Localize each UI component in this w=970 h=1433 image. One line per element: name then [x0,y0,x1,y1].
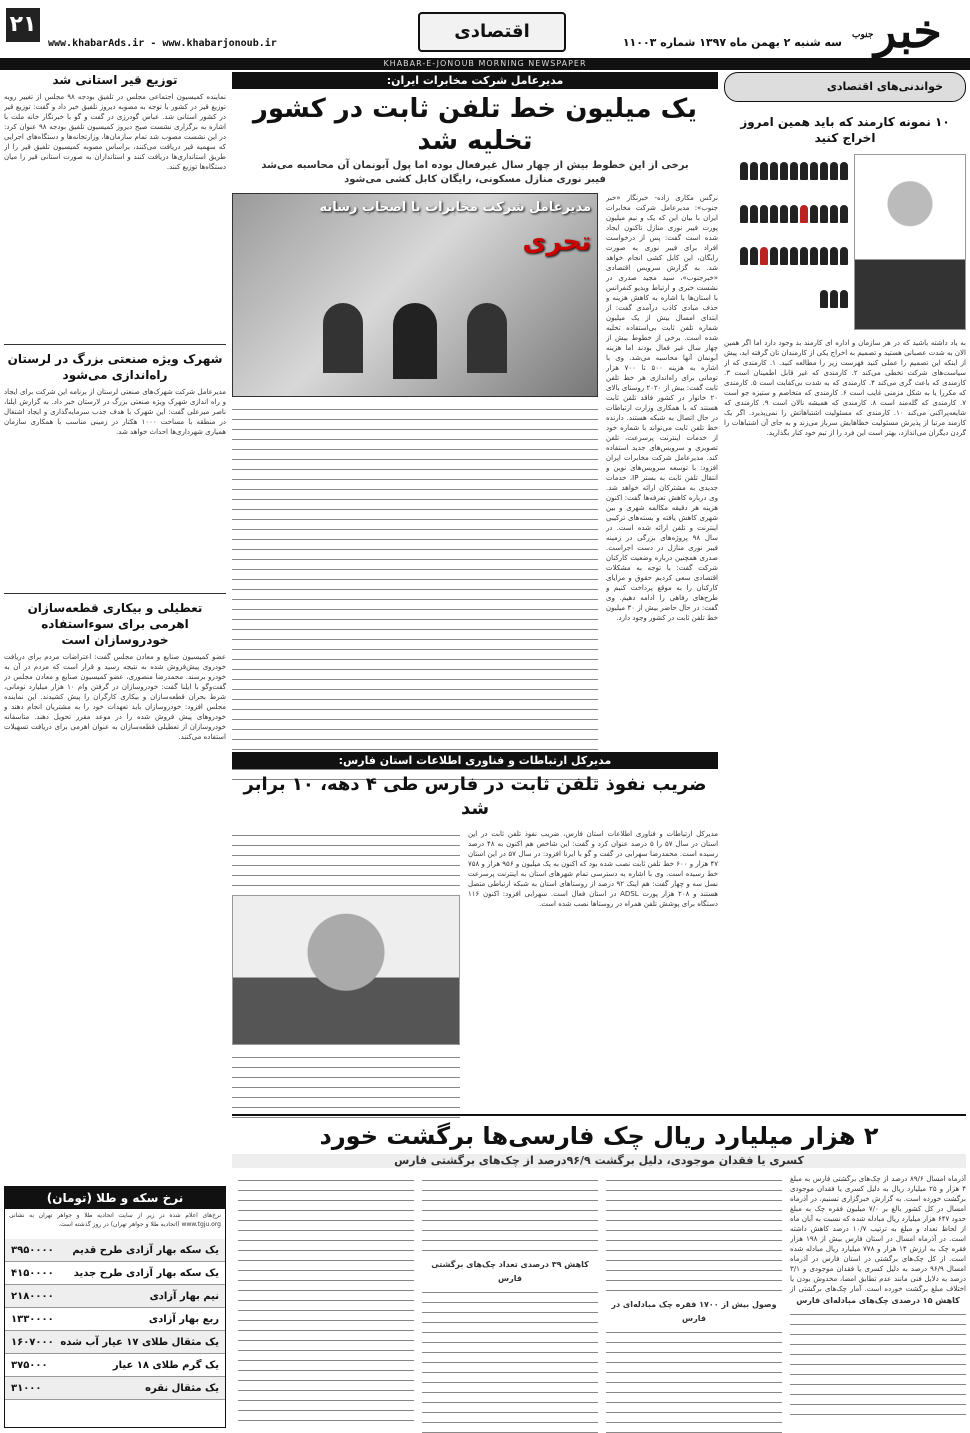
cheque-article [232,1114,966,1428]
cheque-col4 [238,1174,414,1424]
article-title: ۱۰ نمونه کارمند که باید همین امروز اخراج کنید [740,115,950,145]
main-kicker: مدیرعامل شرکت مخابرات ایران: [232,72,718,89]
price-item-name: نیم بهار آزادی [149,1290,219,1302]
person-icon [810,205,818,223]
photo-banner-text: مدیرعامل شرکت مخابرات با اصحاب رسانه [319,200,591,215]
person-icon [790,162,798,180]
divider [4,344,226,351]
article-body-bitumen: نماینده کمیسیون اجتماعی مجلس در تلفیق بودجه ۹۸ مجلس از تغییر رویه توزیع قیر در کشور با توجه به مصوبه دیروز تلفیق خبر داد و گفت: توزیع قیر در کشور استانی شد. عباس گودرزی در گفت و گو با خبرنگار خانه ملت با اشاره به برگزاری نشست صبح دیروز کمیسیون تلفیق بودجه ۹۸ عنوان کرد: در این نشست مصوب شد تمام سازمان‌ها، وزارتخانه‌ها و دستگاه‌های اجرایی که سهمیه قیر دریافت می‌کنند، براساس مصوبه کمیسیون تلفیق قیر را از طریق استانداری‌ها دریافت کنند و استانداران به صورت استانی قیر را میان دستگاه‌ها توزیع کنند. [4,93,226,171]
logo-text: خبر [874,4,942,58]
divider [4,593,226,600]
person-icon [770,162,778,180]
person-icon [760,205,768,223]
person-icon [830,247,838,265]
price-item-name: یک مثقال طلای ۱۷ عیار آب شده [60,1336,219,1348]
cheque-subheadline: کسری یا فقدان موجودی، دلیل برگشت ۹۶/۹درصد از چک‌های برگشتی فارس [232,1154,966,1168]
person-icon [840,247,848,265]
fars-article [232,752,718,1108]
page-number: ۲۱ [6,8,40,42]
cheque-subhead-c: کاهش ۳۹ درصدی تعداد چک‌های برگشتی فارس [431,1260,589,1283]
person-icon [810,247,818,265]
cheque-col2 [606,1174,782,1433]
person-icon [820,247,828,265]
main-center [232,193,598,783]
person-icon [790,205,798,223]
price-item-name: ربع بهار آزادی [148,1313,219,1325]
person-icon-highlight [800,205,808,223]
person-icon [830,205,838,223]
article-body-parts: عضو کمیسیون صنایع و معادن مجلس گفت: اعتراضات مردم برای دریافت خودروی پیش‌فروش شده به نتیجه رسید و قرار است که مردم در آن به خودرو برسند. محمدرضا منصوری، عضو کمیسیون صنایع و معادن مجلس در گفت‌وگو با ایلنا گفت: خودروسازان در گرفتن وام ۱۰ هزار میلیارد تومانی، شرط بحران قطعه‌سازان و بیکاری کارگران را پیش کشیدند. این نماینده مجلس افزود: خودروسازان باید تعهدات خود را به مشتریان انجام دهند و خودروهای پیش فروش شده را در موعد مقرر تحویل دهند. متاسفانه خودروسازان از تعطیلی قطعه‌سازان به عنوان اهرمی برای دریافت تسهیلات استفاده می‌کنند. [4,653,226,741]
person-icon [760,162,768,180]
people-icon-grid [732,154,848,330]
main-body-columns-text [232,403,598,783]
person-icon [740,247,748,265]
cheque-subhead-b: وصول بیش از ۱۷۰۰ فقره چک مبادله‌ای در فارس [611,1300,777,1323]
person-icon [750,247,758,265]
person-icon [740,162,748,180]
person-icon [770,205,778,223]
price-row [5,1285,225,1308]
person-icon [810,162,818,180]
person-icon [840,162,848,180]
person-icon [820,290,828,308]
person-icon [800,162,808,180]
person-icon [780,162,788,180]
article-body-industrial: مدیرعامل شرکت شهرک‌های صنعتی لرستان از برنامه این شرکت برای ایجاد و راه اندازی شهرک ویژه صنعتی بزرگ در لارستان خبر داد. به گزارش ایلنا، ناصر میرعلی گفت: این شهرک با هدف جذب سرمایه‌گذاری و ایجاد اشتغال در منطقه با مساحت ۱۰۰۰ هکتار در زمینی مناسب با همکاری سازمان همیاری شهرداری‌ها احداث خواهد شد. [4,388,226,436]
person-icon [780,247,788,265]
masthead-band: KHABAR-E-JONOUB MORNING NEWSPAPER [0,58,970,70]
fars-side [232,829,460,1125]
price-item-value: ۳۷۵۰۰۰ [11,1359,48,1371]
left-column [4,72,226,1180]
manager-photo [854,154,966,330]
price-item-value: ۱۳۳۰۰۰۰ [11,1313,54,1325]
fars-columns [232,829,718,1125]
cheque-body-cont [422,1174,598,1258]
person-icon [740,205,748,223]
cheque-subhead-a: کاهش ۱۵ درصدی چک‌های مبادله‌ای فارس [796,1296,960,1305]
price-item-name: یک سکه بهار آزادی طرح جدید [73,1267,219,1279]
price-item-value: ۳۹۵۰۰۰۰ [11,1244,54,1256]
article-title-parts: تعطیلی و بیکاری قطعه‌سازان [27,601,203,615]
article-title-industrial: شهرک ویژه صنعتی بزرگ در لرستان [7,352,223,366]
official-portrait [232,895,460,1045]
right-column [724,72,966,1112]
price-row [5,1262,225,1285]
person-icon [770,247,778,265]
press-conference-photo [232,193,598,397]
cheque-headline: ۲ هزار میلیارد ریال چک فارسی‌ها برگشت خورد [319,1122,879,1150]
main-columns [232,193,718,783]
cheque-body-cont [422,1286,598,1433]
main-subheadline-1: برخی از این خطوط بیش از چهار سال غیرفعال بوده اما پول آبونمان آن محاسبه می‌شد [261,160,689,171]
person-icon [750,162,758,180]
article-body: به یاد داشته باشید که در هر سازمان و اداره ای کارمند بد وجود دارد اما اگر همین الان به شدت عصبانی هستید و تصمیم به اخراج یکی از کارمندان تان گرفته اید، پیش از اینکه این تصمیم را عملی کنید فهرست زیر را مطالعه کنید. ۱. کارمندی که از سیاست‌های شرکت تخطی می‌کند ۲. کارمندی که غیر قابل اطمینان است ۳. کارمندی که باعث گری می‌کند ۴. کارمندی که به شدت بی‌کفایت است ۵. کارمندی که مکررا یا به شکل مزمنی غایب است ۶. کارمندی که متخاصم و ستیزه جو است ۷. کارمندی که گله‌مند است ۸. کارمندی که همیشه نالان است ۹. کارمندی که شایعه‌پراکنی می‌کند ۱۰. کارمندی که مسئولیت اشتباهاتش را نمی‌پذیرد. اگر یک کارمند مرتبا از پذیرش مسئولیت خطاهایش سرباز می‌زند و به جای آن اشتباهات را گردن دیگران می‌اندازد، بهتر است این فرد را از تیم خود کنار بگذارید. [724,339,966,437]
figure-silhouette [467,303,507,373]
cheque-col1 [790,1174,966,1433]
price-row [5,1239,225,1262]
figure-silhouette [323,303,363,373]
person-icon-highlight [760,247,768,265]
person-icon [820,205,828,223]
article-title-parts-2: اهرمی برای سوءاستفاده خودروسازان است [41,617,189,647]
fars-body-cont [232,829,460,889]
fars-body: مدیرکل ارتباطات و فناوری اطلاعات استان فارس، ضریب نفوذ تلفن ثابت در این استان در سال ۵۷ را ۵ درصد عنوان کرد و گفت: این شاخص هم اکنون به ۴۸ درصد رسیده است. محمدرضا سهرابی در گفت و گو با ایرنا افزود: در سال ۵۷ در این استان ۴۷ هزار و ۶۰۰ خط تلفن ثابت نصب شده بود که اکنون به یک میلیون و ۹۵۶ هزار و ۷۵۸ خط رسیده است. وی با اشاره به دسترسی تمام شهرهای استان به اینترنت پرسرعت نسل سه و چهار گفت: هم اینک ۹۲ درصد از روستاهای استان به شبکه ارتباطی متصل هستند و ۲۰۸ هزار پورت ADSL در استان فعال است. سهرابی افزود: اکنون ۱۱۶ دستگاه برای پوشش تلفن همراه در روستاها نصب شده است. [468,830,718,908]
cheque-body: آذرماه امسال ۸۹/۶ درصد از چک‌های برگشتی فارس به مبلغ ۴ هزار و ۲۵ میلیارد ریال به دلیل کسری یا فقدان موجودی برگشت خورده است. به گزارش خبرگزاری تسنیم، در آذرماه امسال در کل کشور بالغ بر ۷/۰ میلیون فقره چک به مبلغ حدود ۶۴۷ هزار میلیارد ریال مبادله شده که نسبت به آبان ماه از لحاظ تعداد و مبلغ به ترتیب ۱۰/۷ درصد کاهش داشته است. در آذرماه امسال در استان فارس بیش از ۱۹۸ هزار فقره چک به ارزش ۱۴ هزار و ۷۷۸ میلیارد ریال مبادله شده است. از کل چک‌های برگشتی در استان فارس در آذرماه امسال ۹۶/۹ درصد به دلیل کسری یا فقدان موجودی و ۳/۱ درصد به دلایل فنی مانند عدم تطابق امضا، مخدوش بودن یا اختلاف مبلغ برگشت خورده است. آمار چک‌های برگشتی از [790,1175,966,1293]
main-headline: یک میلیون خط تلفن ثابت در کشور تخلیه شد [252,94,698,156]
price-item-value: ۴۱۵۰۰۰۰ [11,1267,54,1279]
price-item-value: ۱۶۰۷۰۰۰ [11,1336,54,1348]
cheque-body-cont [606,1326,782,1433]
cheque-columns [232,1174,966,1433]
logo-subtitle: جنوب [852,30,874,40]
issue-line: سه شنبه ۲ بهمن ماه ۱۳۹۷ شماره ۱۱۰۰۳ [622,36,842,49]
fars-kicker: مدیرکل ارتباطات و فناوری اطلاعات استان فارس: [232,752,718,769]
main-body-col1: نرگس مکاری زاده- خبرنگار «خبر جنوب»: مدیرعامل شرکت مخابرات ایران با بیان این که یک و نیم میلیون پورت فیبر نوری منازل تاکنون ایجاد شده است گفت: پس از درخواست افراد برای فیبر نوری به صورت رایگان، این کابل کشی انجام خواهد شد. به گزارش سرویس اقتصادی «خبرجنوب»، سید مجید صدری در نشست خبری و ارتباط ویدیو کنفرانس با استان‌ها با اشاره به کاهش هزینه و حذف مبادی کاذب درآمدی گفت: از ابتدای امسال بیش از یک میلیون شماره تلفن ثابت بی‌استفاده تخلیه شده است. برخی از خطوط بیش از چهار سال غیر فعال بودند اما هزینه آبونمان آنها محاسبه می‌شد. وی با اشاره به هزینه ۵۰۰ تا ۷۰۰ هزار تومانی برای راه‌اندازی هر خط تلفن ثابت گفت: بیش از ۲۰۲۰ روستای بالای ۲۰ خانوار در کشور فاقد تلفن ثابت هستند که با همکاری وزارت ارتباطات در حال اتصال به شبکه هستند. دارنده خط تلفن ثابت می‌تواند با شماره خود از خدمات اینترنت پرسرعت، تلفن تصویری و سرویس‌های جدید استفاده کند. مدیرعامل شرکت مخابرات ایران افزود: با توسعه سرویس‌های نوین و انتقال تلفن ثابت به بستر IP، خدمات جدیدی به مشترکان ارائه خواهد شد. وی درباره کاهش تعرفه‌ها گفت: اکنون هزینه هر دقیقه مکالمه شهری و بین شهری کاهش یافته و بسته‌های ترکیبی اینترنت و تلفن ارائه شده است. در سال ۹۸ پروژه‌های بزرگی در زمینه فیبر نوری منازل در دست اجراست. صدری همچنین درباره وضعیت کارکنان شرکت گفت: با توجه به مشکلات اقتصادی سعی کردیم حقوق و مزایای کارکنان را به موقع پرداخت کنیم و طرح‌های رفاهی را ادامه دهیم. وی گفت: در حال حاضر بیش از ۳۰ میلیون خط تلفن ثابت در کشور وجود دارد. [606,194,718,622]
price-row [5,1331,225,1354]
price-row [5,1354,225,1377]
masthead [0,0,970,74]
price-note: نرخ‌های اعلام شده در زیر از سایت اتحادیه طلا و جواهر تهران به نشانی www.tgju.org (اتحادیه طلا و جواهر تهران) در روز گذشته است. [9,1212,221,1228]
photo-banner-small: تحری [522,227,591,257]
cheque-col3 [422,1174,598,1433]
price-row [5,1308,225,1331]
person-icon [830,290,838,308]
figure-silhouette [393,303,437,379]
person-icon [750,205,758,223]
person-icon [840,290,848,308]
person-icon [820,162,828,180]
person-icon [800,247,808,265]
person-icon [780,205,788,223]
section-title: اقتصادی [418,12,566,52]
gold-price-box [4,1186,226,1428]
price-item-value: ۲۱۸۰۰۰۰ [11,1290,54,1302]
illustration [724,154,966,330]
site-links[interactable]: www.khabarAds.ir - www.khabarjonoub.ir [48,38,277,49]
main-article [232,72,718,748]
photo-figures [233,303,597,379]
person-icon [840,205,848,223]
price-item-value: ۳۱۰۰۰ [11,1382,42,1394]
cheque-body-cont [606,1174,782,1298]
main-subheadline-2: فیبر نوری منازل مسکونی، رایگان کابل کشی می‌شود [344,174,606,185]
newspaper-logo [850,2,966,60]
price-item-name: یک سکه بهار آزادی طرح قدیم [72,1244,219,1256]
fars-headline: ضریب نفوذ تلفن ثابت در فارس طی ۴ دهه، ۱۰ برابر شد [243,774,707,819]
price-table [5,1239,225,1400]
person-icon [830,162,838,180]
price-item-name: یک مثقال نقره [145,1382,219,1394]
column-header: خواندنی‌های اقتصادی [724,72,966,102]
article-title-bitumen: توزیع قیر استانی شد [52,73,178,87]
price-header: نرخ سکه و طلا (تومان) [5,1187,225,1209]
price-item-name: یک گرم طلای ۱۸ عیار [112,1359,219,1371]
price-row [5,1377,225,1400]
article-title-industrial-2: راه‌اندازی می‌شود [62,368,168,382]
person-icon [790,247,798,265]
cheque-body-cont [790,1308,966,1422]
